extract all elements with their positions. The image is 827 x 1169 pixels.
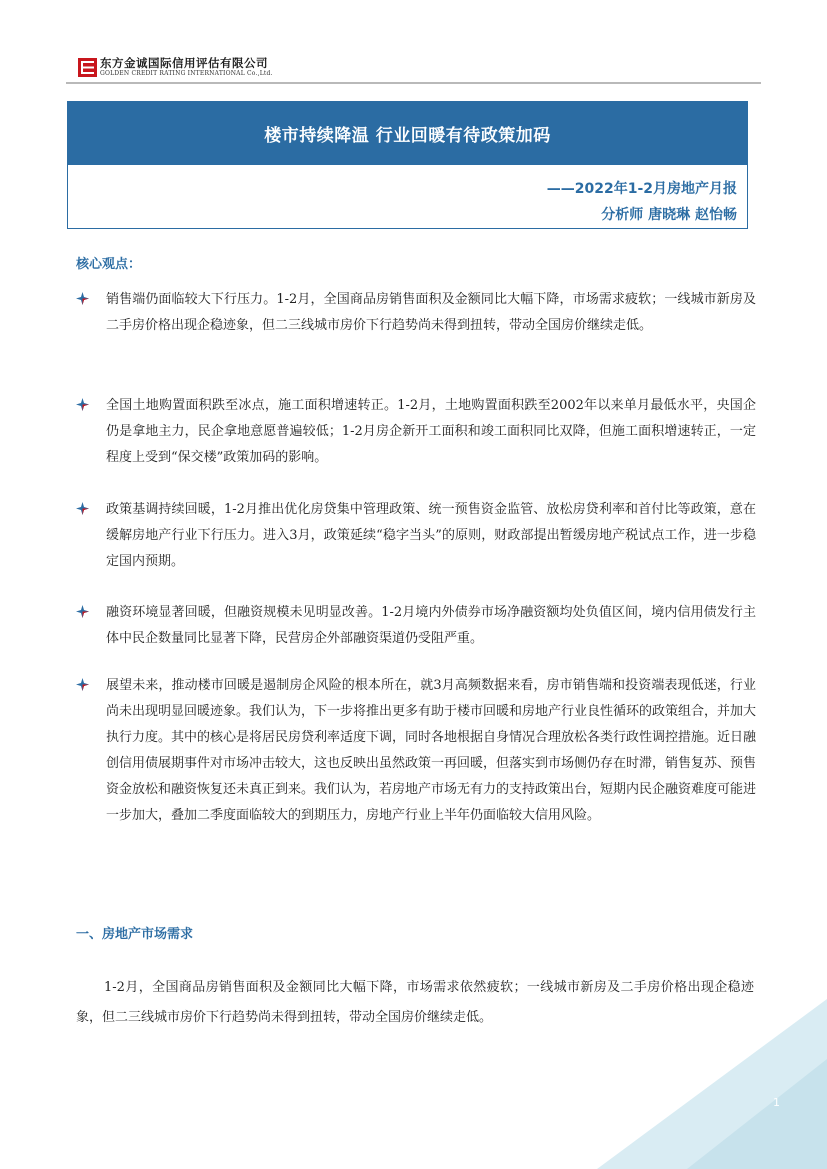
diamond-bullet-icon [76,292,89,305]
report-subtitle: ——2022年1-2月房地产月报 [546,181,737,197]
title-box [67,101,748,229]
corner-decoration [597,999,827,1169]
bullet-text: 销售端仍面临较大下行压力。1-2月，全国商品房销售面积及金额同比大幅下降，市场需求疲软；一线城市新房及二手房价格出现企稳迹象，但二三线城市房价下行趋势尚未得到扭转，带动全国房价继续走低。 [106,292,756,333]
bullet-item [76,600,756,652]
logo-icon [78,58,97,77]
diamond-bullet-icon [76,605,89,618]
diamond-bullet-icon [76,678,89,691]
bullet-item [76,393,756,471]
section-heading: 一、房地产市场需求 [76,927,194,942]
company-logo [78,57,273,78]
bullet-item [76,497,756,575]
bullet-text: 融资环境显著回暖，但融资规模未见明显改善。1-2月境内外债券市场净融资额均处负值区间，境内信用债发行主体中民企数量同比显著下降，民营房企外部融资渠道仍受阻严重。 [106,605,756,646]
diamond-bullet-icon [76,502,89,515]
bullet-text: 全国土地购置面积跌至冰点，施工面积增速转正。1-2月，土地购置面积跌至2002年以来单月最低水平，央国企仍是拿地主力，民企拿地意愿普遍较低；1-2月房企新开工面积和竣工面积同比双降，但施工面积增速转正，一定程度上受到“保交楼”政策加码的影响。 [106,398,756,465]
analysts: 分析师 唐晓琳 赵怡畅 [601,207,737,223]
logo-cn-text: 东方金诚国际信用评估有限公司 [100,56,268,70]
bullet-item [76,673,756,829]
page-number: 1 [773,1096,780,1109]
bullet-item [76,287,756,339]
section-paragraph: 1-2月，全国商品房销售面积及金额同比大幅下降，市场需求依然疲软；一线城市新房及二手房价格出现企稳迹象，但二三线城市房价下行趋势尚未得到扭转，带动全国房价继续走低。 [76,980,754,1025]
subtitle-block [547,176,737,228]
diamond-bullet-icon [76,398,89,411]
title-band [68,102,747,165]
report-title: 楼市持续降温 行业回暖有待政策加码 [264,126,551,146]
bullet-text: 政策基调持续回暖，1-2月推出优化房贷集中管理政策、统一预售资金监管、放松房贷利率和首付比等政策，意在缓解房地产行业下行压力。进入3月，政策延续“稳字当头”的原则，财政部提出暂缓房地产税试点工作，进一步稳定国内预期。 [106,502,756,569]
bullet-text: 展望未来，推动楼市回暖是遏制房企风险的根本所在，就3月高频数据来看，房市销售端和投资端表现低迷，行业尚未出现明显回暖迹象。我们认为，下一步将推出更多有助于楼市回暖和房地产行业良性循环的政策组合，并加大执行力度。其中的核心是将居民房贷利率适度下调，同时各地根据自身情况合理放松各类行政性调控措施。近日融创信用债展期事件对市场冲击较大，这也反映出虽然政策一再回暖，但落实到市场侧仍存在时滞，销售复苏、预售资金放松和融资恢复还未真正到来。我们认为，若房地产市场无有力的支持政策出台，短期内民企融资难度可能进一步加大，叠加二季度面临较大的到期压力，房地产行业上半年仍面临较大信用风险。 [106,678,757,823]
core-views-heading: 核心观点： [76,257,142,272]
logo-en-text: GOLDEN CREDIT RATING INTERNATIONAL Co.,Ltd. [100,70,273,77]
header-rule [66,82,761,84]
